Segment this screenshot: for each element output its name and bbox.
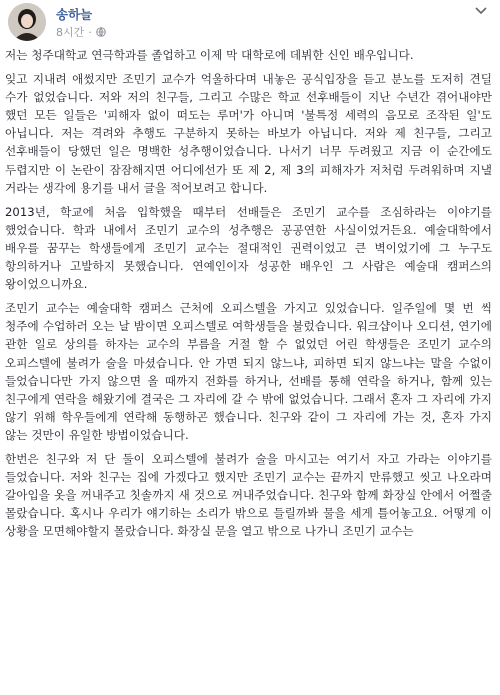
post-paragraph: 저는 청주대학교 연극학과를 졸업하고 이제 막 대학로에 데뷔한 신인 배우입니다. bbox=[5, 48, 414, 62]
meta-separator: · bbox=[88, 25, 92, 39]
globe-icon bbox=[96, 27, 106, 37]
chevron-down-icon[interactable] bbox=[470, 4, 492, 18]
author-name[interactable]: 송하늘 bbox=[56, 7, 93, 22]
post-paragraph: 잊고 지내려 애썼지만 조민기 교수가 억울하다며 내놓은 공식입장을 듣고 분노를 도저히 견딜 수가 없었습니다. 저와 저의 친구들, 그리고 수많은 학교 선후배들이 지난 수년간 겪어내야만 했던 모든 일들은 '피해자 없이 떠도는 루머'가 아니며 '불특정 세력의 음모로 조작된 일'도 아닙니다. 저는 격려와 추행도 구분하지 못하는 바보가 아닙니다. 저와 제 친구들, 그리고 선후배들이 당했던 일은 명백한 성추행이었습니다. 나서기 너무 두려웠고 지금 이 순간에도 두렵지만 이 논란이 잠잠해지면 어디에선가 또 제 2, 제 3의 피해자가 저처럼 두려워하며 지낼 거라는 생각에 용기를 내서 글을 적어보려고 합니다. bbox=[5, 72, 492, 195]
post-body bbox=[0, 46, 500, 540]
post-paragraph: 조민기 교수는 예술대학 캠퍼스 근처에 오피스텔을 가지고 있었습니다. 일주일에 몇 번 씩 청주에 수업하러 오는 날 밤이면 오피스텔로 여학생들을 불렀습니다. 워크샵이나 오디션, 연기에 관한 일로 상의를 하자는 교수의 부름을 거절 할 수 없었던 어린 학생들은 조민기 교수의 오피스텔에 불려가 술을 마셨습니다. 안 가면 되지 않느냐, 피하면 되지 않느냐는 말을 수없이 들었습니다만 가지 않으면 올 때까지 전화를 하거나, 선배를 통해 연락을 하거나, 함께 있는 친구에게 연락을 해왔기에 결국은 그 자리에 갈 수 밖에 없었습니다. 그래서 혼자 그 자리에 가지 않기 위해 학우들에게 연락해 동행하곤 했습니다. 친구와 같이 그 자리에 가는 것, 혼자 가지 않는 것만이 유일한 방법이었습니다. bbox=[5, 301, 492, 442]
post-header bbox=[0, 0, 500, 46]
post-paragraph: 2013년, 학교에 처음 입학했을 때부터 선배들은 조민기 교수를 조심하라는 이야기를 했었습니다. 학과 내에서 조민기 교수의 성추행은 공공연한 사실이었거든요. 예술대학에서 배우를 꿈꾸는 학생들에게 조민기 교수는 절대적인 권력이었고 큰 벽이었기에 그 누구도 항의하거나 고발하지 못했습니다. 연예인이자 성공한 배우인 그 사람은 예술대 캠퍼스의 왕이었으니까요. bbox=[5, 204, 492, 292]
post-time[interactable]: 8시간 bbox=[56, 26, 85, 39]
post-paragraph: 한번은 친구와 저 단 둘이 오피스텔에 불려가 술을 마시고는 여기서 자고 가라는 이야기를 들었습니다. 저와 친구는 집에 가겠다고 했지만 조민기 교수는 끝까지 만류했고 씻고 나오라며 갈아입을 옷을 꺼내주고 칫솔까지 새 것으로 꺼내주었습니다. 친구와 함께 화장실 안에서 어쩔줄 몰랐습니다. 혹시나 우리가 얘기하는 소리가 밖으로 들릴까봐 물을 세게 틀어놓고요. 어떻게 이 상황을 모면해야할지 몰랐습니다. 화장실 문을 열고 밖으로 나가니 조민기 교수는 bbox=[5, 451, 492, 539]
post-meta bbox=[56, 24, 106, 40]
avatar[interactable] bbox=[8, 3, 46, 41]
